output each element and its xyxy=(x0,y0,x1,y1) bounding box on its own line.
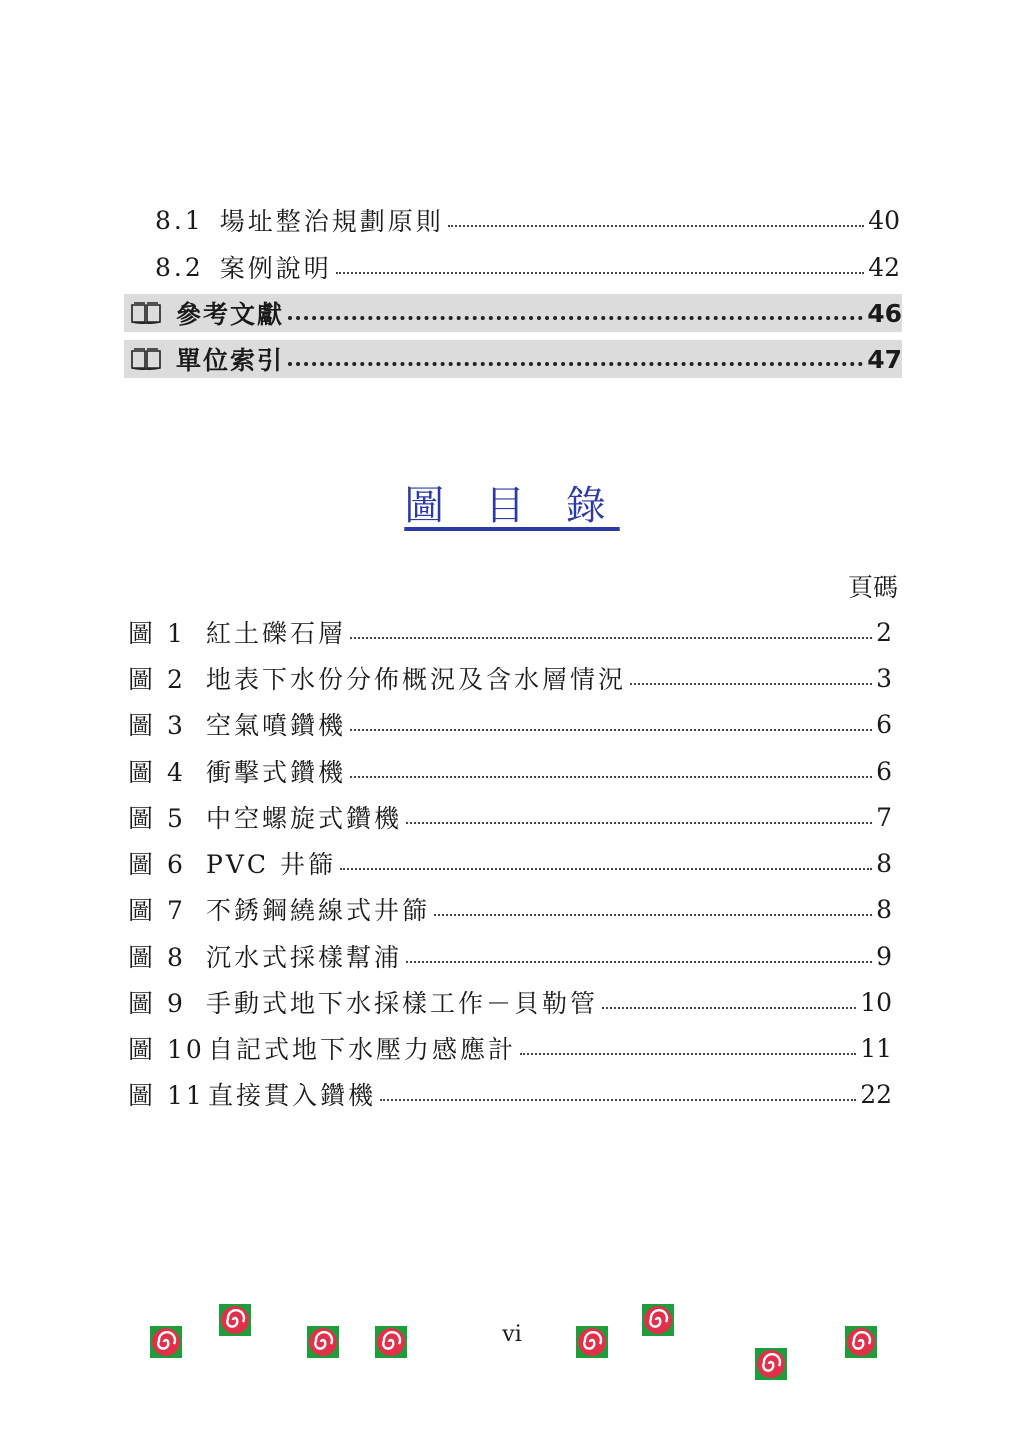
figure-title: 空氣噴鑽機 xyxy=(206,711,347,740)
swirl-icon xyxy=(307,1326,339,1358)
figure-number: 圖 4 xyxy=(128,758,186,787)
figure-entry xyxy=(128,658,892,698)
figure-page: 6 xyxy=(876,756,892,786)
dot-leader xyxy=(602,1007,856,1009)
figure-number: 圖 10 xyxy=(128,1035,205,1064)
dot-leader xyxy=(406,822,872,824)
swirl-icon xyxy=(576,1326,608,1358)
swirl-icon xyxy=(755,1348,787,1380)
page-column-label: 頁碼 xyxy=(847,573,898,602)
figure-entry xyxy=(128,1028,892,1068)
book-icon xyxy=(130,301,162,325)
swirl-icon xyxy=(642,1304,674,1336)
figure-title: 不銹鋼繞線式井篩 xyxy=(206,896,431,925)
figure-entry xyxy=(128,1074,892,1114)
toc-band-references xyxy=(124,294,902,332)
toc-band-unit-index xyxy=(124,340,902,378)
toc-entry-number: 8.2 xyxy=(155,252,204,282)
dot-leader xyxy=(520,1053,856,1055)
figure-entry xyxy=(128,612,892,652)
figures-heading: 圖 目 錄 xyxy=(404,483,620,529)
footer-page-number: vi xyxy=(502,1322,522,1347)
figure-title: 沉水式採樣幫浦 xyxy=(206,943,403,972)
toc-band-title: 單位索引 xyxy=(176,346,285,375)
swirl-icon xyxy=(375,1326,407,1358)
figure-page: 9 xyxy=(876,941,892,971)
figure-page: 6 xyxy=(876,709,892,739)
figure-number: 圖 7 xyxy=(128,896,186,925)
dot-leader xyxy=(380,1099,856,1101)
figure-number: 圖 6 xyxy=(128,850,186,879)
figure-entry xyxy=(128,751,892,791)
figure-number: 圖 1 xyxy=(128,619,186,648)
dot-leader xyxy=(350,729,872,731)
figure-entry xyxy=(128,889,892,929)
toc-band-page: 47 xyxy=(867,344,902,374)
figure-entry xyxy=(128,704,892,744)
figure-page: 11 xyxy=(860,1033,892,1063)
figure-title: 紅土礫石層 xyxy=(206,619,347,648)
figure-entry xyxy=(128,843,892,883)
toc-entry-number: 8.1 xyxy=(155,205,204,235)
dot-leader xyxy=(288,316,863,320)
figure-title: 衝擊式鑽機 xyxy=(206,758,347,787)
toc-entry-title: 案例說明 xyxy=(219,254,332,283)
figure-title: 手動式地下水採樣工作－貝勒管 xyxy=(206,989,599,1018)
figure-title: 直接貫入鑽機 xyxy=(208,1081,377,1110)
figure-title: PVC 井篩 xyxy=(206,850,336,879)
toc-entry xyxy=(155,200,900,240)
figure-number: 圖 8 xyxy=(128,943,186,972)
dot-leader xyxy=(350,776,872,778)
figure-number: 圖 2 xyxy=(128,665,186,694)
toc-band-page: 46 xyxy=(867,298,902,328)
toc-entry-title: 場址整治規劃原則 xyxy=(219,207,444,236)
figure-page: 3 xyxy=(876,663,892,693)
toc-entry-page: 42 xyxy=(868,252,900,282)
dot-leader xyxy=(288,362,863,366)
book-icon xyxy=(130,347,162,371)
dot-leader xyxy=(340,868,872,870)
figure-number: 圖 5 xyxy=(128,804,186,833)
dot-leader xyxy=(434,914,872,916)
toc-entry xyxy=(155,247,900,287)
dot-leader xyxy=(336,272,864,274)
swirl-icon xyxy=(219,1304,251,1336)
figure-number: 圖 9 xyxy=(128,989,186,1018)
dot-leader xyxy=(630,683,872,685)
figure-page: 7 xyxy=(876,802,892,832)
figure-number: 圖 3 xyxy=(128,711,186,740)
dot-leader xyxy=(406,961,872,963)
figure-page: 22 xyxy=(860,1079,892,1109)
dot-leader xyxy=(448,225,864,227)
figure-page: 8 xyxy=(876,848,892,878)
figure-page: 2 xyxy=(876,617,892,647)
figure-page: 8 xyxy=(876,894,892,924)
figure-title: 地表下水份分佈概況及含水層情況 xyxy=(206,665,627,694)
figure-title: 中空螺旋式鑽機 xyxy=(206,804,403,833)
figure-entry xyxy=(128,982,892,1022)
figure-entry xyxy=(128,797,892,837)
swirl-icon xyxy=(845,1326,877,1358)
figure-page: 10 xyxy=(860,987,892,1017)
figure-entry xyxy=(128,936,892,976)
figure-number: 圖 11 xyxy=(128,1081,205,1110)
dot-leader xyxy=(350,637,872,639)
toc-entry-page: 40 xyxy=(868,205,900,235)
swirl-icon xyxy=(150,1326,182,1358)
toc-band-title: 參考文獻 xyxy=(176,300,285,329)
figure-title: 自記式地下水壓力感應計 xyxy=(208,1035,517,1064)
